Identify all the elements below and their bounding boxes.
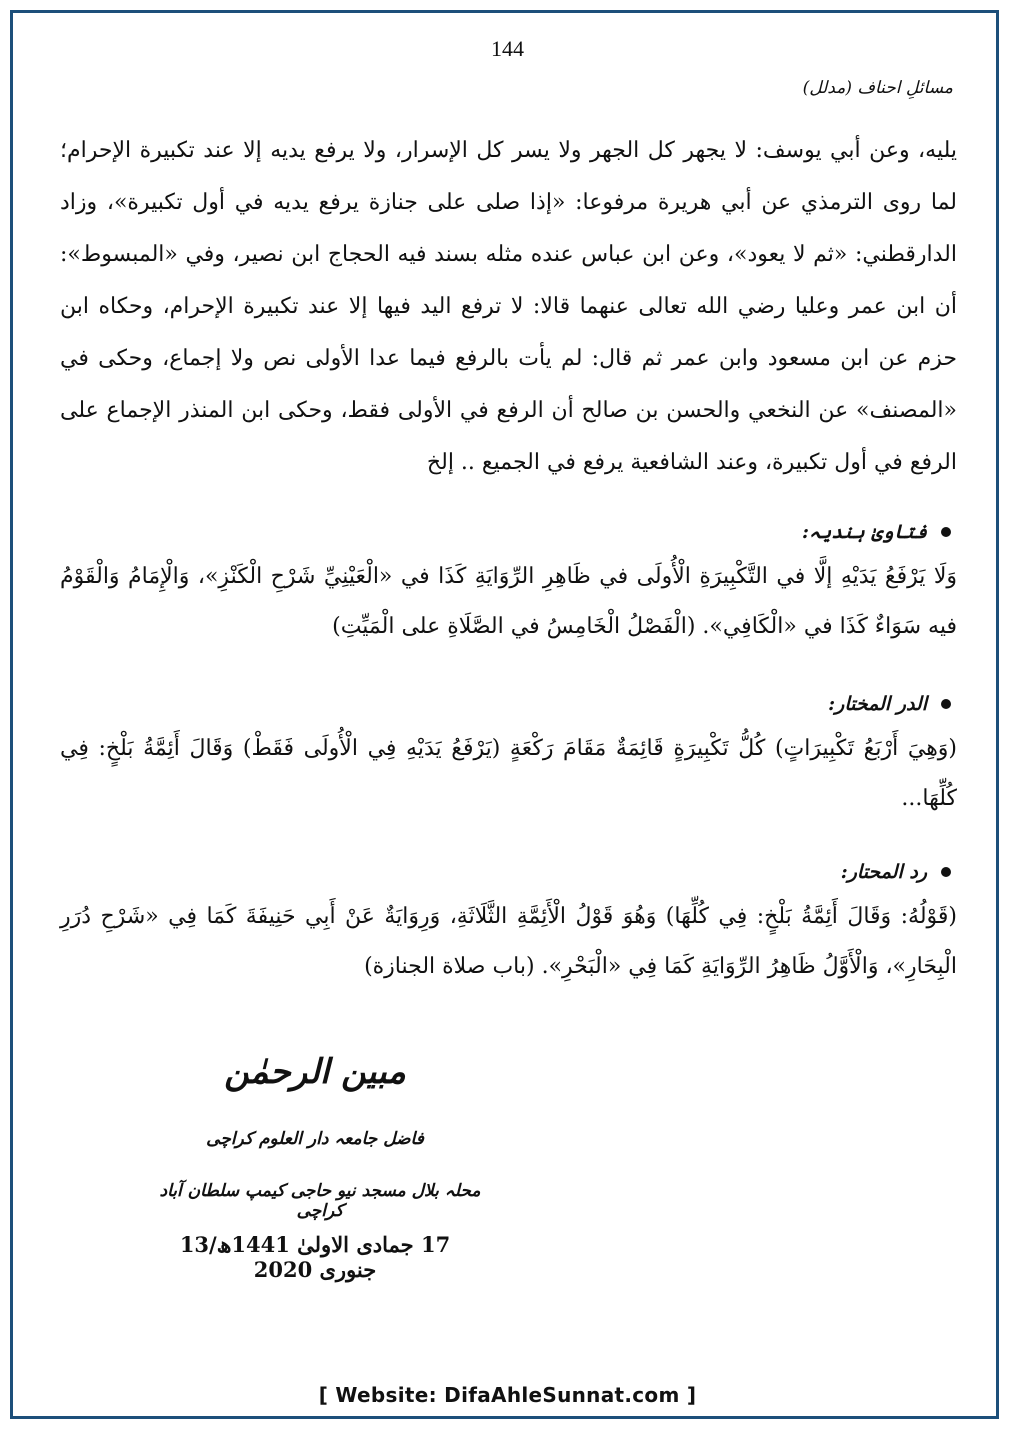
signature-date: 17 جمادی الاولیٰ 1441ھ/13 جنوری 2020 — [179, 1232, 451, 1282]
main-text — [60, 125, 957, 489]
signature-title: فاضل جامعہ دار العلوم کراچی — [206, 1129, 424, 1149]
running-head: مسائلِ احناف (مدلل) — [802, 78, 953, 98]
section-durr-mukhtar — [60, 684, 957, 824]
bullet-icon — [941, 699, 951, 709]
signature-address: محلہ بلال مسجد نیو حاجی کیمپ سلطان آباد کراچی — [159, 1181, 481, 1221]
section-heading — [60, 512, 957, 552]
section-heading-text: الدر المختار: — [828, 693, 927, 715]
section-heading-text: رد المحتار: — [840, 861, 927, 883]
section-heading — [60, 684, 957, 724]
section-heading — [60, 852, 957, 892]
section-quote: وَلَا يَرْفَعُ يَدَيْهِ إلَّا في التَّكْبِيرَةِ الْأُولَى في ظَاهِرِ الرِّوَايَةِ كَذَا في «الْعَيْنِيِّ شَرْحِ الْكَنْزِ»، وَالْإِمَامُ وَالْقَوْمُ فيه سَوَاءٌ كَذَا في «الْكَافِي». (الْفَصْلُ الْخَامِسُ في الصَّلَاةِ على الْمَيِّتِ) — [60, 564, 957, 639]
section-quote: (قَوْلُهُ: وَقَالَ أَئِمَّةُ بَلْخٍ: فِي كُلِّهَا) وَهُوَ قَوْلُ الْأَئِمَّةِ الثَّلَاثَةِ، وَرِوَايَةٌ عَنْ أَبِي حَنِيفَةَ كَمَا فِي «شَرْحِ دُرَرِ الْبِحَارِ»، وَالْأَوَّلُ ظَاهِرُ الرِّوَايَةِ كَمَا فِي «الْبَحْرِ». (باب صلاة الجنازة) — [60, 904, 958, 979]
signature-name: مبین الرحمٰن — [224, 1052, 406, 1092]
section-radd-muhtar — [60, 852, 957, 992]
section-fatawa-hindiyya — [60, 512, 957, 652]
bullet-icon — [941, 527, 951, 537]
website-footer: [ Website: DifaAhleSunnat.com ] — [318, 1383, 697, 1407]
section-heading-text: فتاویٰ ہندیہ: — [802, 521, 927, 543]
page-number: 144 — [491, 36, 524, 61]
section-quote: (وَهِيَ أَرْبَعُ تَكْبِيرَاتٍ) كُلُّ تَكْبِيرَةٍ قَائِمَةٌ مَقَامَ رَكْعَةٍ (يَرْفَعُ يَدَيْهِ فِي الْأُولَى فَقَطْ) وَقَالَ أَئِمَّةُ بَلْخٍ: فِي كُلِّهَا... — [60, 736, 957, 811]
body-paragraph: يليه، وعن أبي يوسف: لا يجهر كل الجهر ولا يسر كل الإسرار، ولا يرفع يديه إلا عند تكبيرة الإحرام؛ لما روى الترمذي عن أبي هريرة مرفوعا: «إذا صلى على جنازة يرفع يديه في أول تكبيرة»، وزاد الدارقطني: «ثم لا يعود»، وعن ابن عباس عنده مثله بسند فيه الحجاج ابن نصير، وفي «المبسوط»: أن ابن عمر وعليا رضي الله تعالى عنهما قالا: لا ترفع اليد فيها إلا عند تكبيرة الإحرام، وحكاه ابن حزم عن ابن مسعود وابن عمر ثم قال: لم يأت بالرفع فيما عدا الأولى نص ولا إجماع، وحكى في «المصنف» عن النخعي والحسن بن صالح أن الرفع في الأولى فقط، وحكى ابن المنذر الإجماع على الرفع في أول تكبيرة، وعند الشافعية يرفع في الجميع .. إلخ — [60, 138, 957, 475]
bullet-icon — [941, 867, 951, 877]
